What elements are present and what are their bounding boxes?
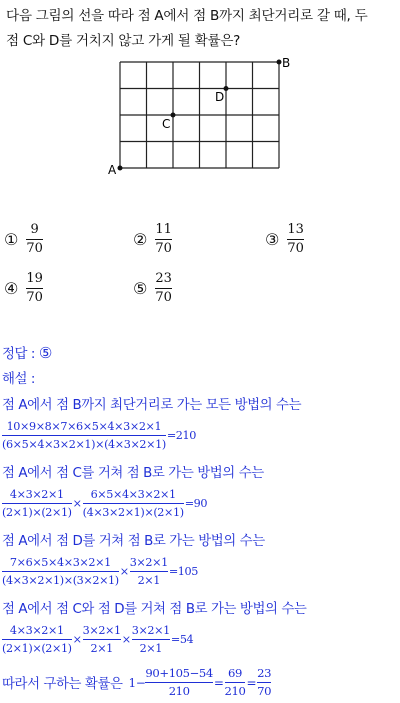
denominator: 210 bbox=[168, 684, 190, 698]
choice-mark: ① bbox=[4, 230, 19, 249]
numerator: 6×5×4×3×2×1 bbox=[90, 488, 176, 501]
grid-lines bbox=[120, 62, 279, 168]
numerator: 23 bbox=[155, 271, 172, 286]
numerator: 3×2×1 bbox=[129, 556, 168, 569]
choice-mark: ④ bbox=[4, 279, 19, 298]
question-line-1: 다음 그림의 선을 따라 점 A에서 점 B까지 최단거리로 갈 때, 두 bbox=[6, 8, 368, 24]
fraction bbox=[130, 555, 168, 588]
result: =54 bbox=[170, 633, 194, 646]
final-text: 따라서 구하는 확률은 bbox=[2, 677, 123, 692]
denominator: 2×1 bbox=[90, 642, 113, 655]
answer-line bbox=[2, 343, 398, 362]
operator: × bbox=[119, 565, 129, 578]
answer-label: 정답 : bbox=[2, 347, 36, 362]
fraction bbox=[2, 623, 72, 656]
choice-3[interactable] bbox=[265, 222, 304, 257]
numerator: 9 bbox=[30, 222, 39, 237]
label-b: B bbox=[282, 56, 291, 70]
fraction bbox=[155, 222, 172, 257]
numerator: 3×2×1 bbox=[131, 624, 170, 637]
numerator: 4×3×2×1 bbox=[9, 488, 64, 501]
denominator: 70 bbox=[26, 241, 43, 256]
fraction bbox=[2, 487, 72, 520]
denominator: (4×3×2×1)×(2×1) bbox=[82, 506, 184, 519]
fraction bbox=[145, 666, 212, 699]
label-d: D bbox=[215, 90, 225, 104]
final-line bbox=[2, 666, 271, 699]
step-4-text: 점 A에서 점 C와 점 D를 거쳐 점 B로 가는 방법의 수는 bbox=[2, 602, 307, 617]
question-text bbox=[6, 4, 396, 54]
step-2-text: 점 A에서 점 C를 거쳐 점 B로 가는 방법의 수는 bbox=[2, 466, 264, 481]
point-a bbox=[118, 166, 123, 171]
equals: = bbox=[246, 675, 257, 690]
step-4-equation bbox=[2, 623, 194, 656]
denominator: 70 bbox=[287, 241, 304, 256]
operator: × bbox=[121, 633, 131, 646]
fraction bbox=[2, 419, 166, 452]
denominator: 70 bbox=[26, 290, 43, 305]
denominator: (2×1)×(2×1) bbox=[2, 506, 72, 519]
step-3-text: 점 A에서 점 D를 거쳐 점 B로 가는 방법의 수는 bbox=[2, 534, 265, 549]
point-c bbox=[171, 113, 176, 118]
choice-mark: ⑤ bbox=[133, 279, 148, 298]
choice-4[interactable] bbox=[4, 271, 43, 306]
fraction bbox=[287, 222, 304, 257]
operator: × bbox=[72, 633, 82, 646]
numerator: 69 bbox=[228, 666, 242, 680]
denominator: 70 bbox=[155, 241, 172, 256]
question-line-2: 점 C와 D를 거치지 않고 가게 될 확률은? bbox=[6, 33, 241, 49]
numerator: 19 bbox=[26, 271, 43, 286]
operator: × bbox=[72, 497, 82, 510]
final-lead: 1− bbox=[128, 675, 146, 690]
denominator: (6×5×4×3×2×1)×(4×3×2×1) bbox=[2, 438, 166, 451]
numerator: 7×6×5×4×3×2×1 bbox=[9, 556, 111, 569]
step-1-text: 점 A에서 점 B까지 최단거리로 가는 모든 방법의 수는 bbox=[2, 398, 302, 413]
choice-1[interactable] bbox=[4, 222, 43, 257]
choice-mark: ② bbox=[133, 230, 148, 249]
result: =210 bbox=[166, 429, 196, 442]
label-c: C bbox=[162, 117, 171, 131]
grid-diagram bbox=[108, 56, 298, 176]
denominator: 70 bbox=[257, 684, 272, 698]
denominator: (4×3×2×1)×(3×2×1) bbox=[2, 574, 119, 587]
numerator: 3×2×1 bbox=[82, 624, 121, 637]
fraction bbox=[83, 487, 184, 520]
numerator: 23 bbox=[257, 666, 272, 680]
numerator: 11 bbox=[155, 222, 172, 237]
fraction bbox=[2, 555, 119, 588]
result: =105 bbox=[168, 565, 198, 578]
numerator: 90+105−54 bbox=[145, 666, 213, 680]
denominator: 210 bbox=[224, 684, 246, 698]
step-2-equation bbox=[2, 487, 208, 520]
fraction bbox=[132, 623, 170, 656]
fraction bbox=[155, 271, 172, 306]
fraction bbox=[225, 666, 246, 699]
numerator: 13 bbox=[287, 222, 304, 237]
choice-5[interactable] bbox=[133, 271, 172, 306]
point-d bbox=[224, 86, 229, 91]
fraction bbox=[83, 623, 121, 656]
denominator: 2×1 bbox=[137, 574, 160, 587]
equals: = bbox=[213, 675, 224, 690]
denominator: 2×1 bbox=[139, 642, 162, 655]
numerator: 10×9×8×7×6×5×4×3×2×1 bbox=[6, 420, 162, 433]
choice-mark: ③ bbox=[265, 230, 280, 249]
answer-value: ⑤ bbox=[38, 344, 52, 362]
explanation-label: 해설 : bbox=[2, 372, 36, 387]
numerator: 4×3×2×1 bbox=[9, 624, 64, 637]
fraction bbox=[257, 666, 271, 699]
point-b bbox=[277, 60, 282, 65]
denominator: 70 bbox=[155, 290, 172, 305]
choice-2[interactable] bbox=[133, 222, 172, 257]
fraction bbox=[26, 222, 43, 257]
fraction bbox=[26, 271, 43, 306]
result: =90 bbox=[184, 497, 208, 510]
denominator: (2×1)×(2×1) bbox=[2, 642, 72, 655]
label-a: A bbox=[108, 163, 117, 176]
step-3-equation bbox=[2, 555, 199, 588]
step-1-equation bbox=[2, 419, 197, 452]
